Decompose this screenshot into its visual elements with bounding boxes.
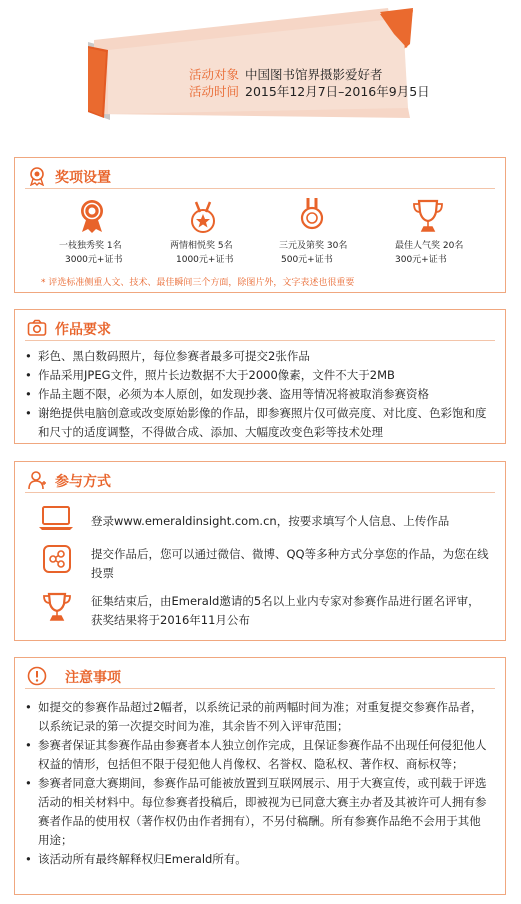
award-prize: 300元+证书 xyxy=(395,255,447,265)
time-label: 活动时间 xyxy=(189,84,240,99)
list-item: • 如提交的参赛作品超过2幅者，以系统记录的前两幅时间为准；对重复提交参赛作品者，以系统记录的第一次提交时间为准，其余皆不列入评审范围； xyxy=(25,698,491,736)
banner-ribbon-graphic xyxy=(88,8,413,120)
requirements-list xyxy=(25,347,491,442)
award-prize: 500元+证书 xyxy=(281,255,333,265)
notes-card xyxy=(14,657,506,895)
requirements-card xyxy=(14,309,506,444)
awards-header xyxy=(25,164,495,189)
award-name: 最佳人气奖 20名 xyxy=(395,241,464,251)
event-banner xyxy=(88,8,430,120)
list-item: • 谢绝提供电脑创意或改变原始影像的作品，即参赛照片仅可做亮度、对比度、色彩饱和度和尺寸的适度调整，不得做合成、添加、大幅度改变色彩等技术处理 xyxy=(25,404,491,442)
award-prize: 1000元+证书 xyxy=(176,255,234,265)
target-label: 活动对象 xyxy=(189,67,240,82)
camera-icon xyxy=(27,318,47,338)
awards-card xyxy=(14,157,506,293)
awards-note: * 评选标准侧重人文、技术、最佳瞬间三个方面，除图片外，文字表述也很重要 xyxy=(41,278,355,288)
awards-title: 奖项设置 xyxy=(55,170,111,186)
list-item: • 参赛者保证其参赛作品由参赛者本人独立创作完成，且保证参赛作品不出现任何侵犯他人权益的情形，包括但不限于侵犯他人肖像权、名誉权、隐私权、著作权、商标权等； xyxy=(25,736,491,774)
target-value: 中国图书馆界摄影爱好者 xyxy=(245,67,383,82)
notes-list xyxy=(25,698,491,869)
step-text: 提交作品后，您可以通过微信、微博、QQ等多种方式分享您的作品，为您在线投票 xyxy=(91,547,489,580)
award-name: 三元及第奖 30名 xyxy=(279,241,348,251)
participation-step-1 xyxy=(39,506,489,534)
notes-header xyxy=(25,664,495,689)
requirements-header xyxy=(25,316,495,341)
trophy-icon xyxy=(413,198,443,234)
person-icon xyxy=(27,470,47,490)
trophy-cup-icon xyxy=(42,592,72,622)
award-prize: 3000元+证书 xyxy=(65,255,123,265)
list-item: • 作品采用JPEG文件，照片长边数据不大于2000像素，文件不大于2MB xyxy=(25,366,491,385)
laptop-icon xyxy=(39,506,73,530)
star-medal-icon xyxy=(190,198,216,234)
award-name: 两情相悦奖 5名 xyxy=(170,241,233,251)
ribbon-medal-icon xyxy=(299,198,325,234)
target-row xyxy=(189,66,430,83)
notes-title: 注意事项 xyxy=(65,670,121,686)
awards-list xyxy=(27,198,493,266)
participation-step-2 xyxy=(39,545,489,585)
participation-card xyxy=(14,461,506,641)
list-item: • 该活动所有最终解释权归Emerald所有。 xyxy=(25,850,491,869)
share-icon xyxy=(43,545,71,573)
list-item: • 彩色、黑白数码照片，每位参赛者最多可提交2张作品 xyxy=(25,347,491,366)
step-text: 登录www.emeraldinsight.com.cn，按要求填写个人信息、上传作品 xyxy=(91,514,450,528)
time-row xyxy=(189,83,430,100)
participation-header xyxy=(25,468,495,493)
medal-icon xyxy=(79,198,105,234)
list-item: • 参赛者同意大赛期间，参赛作品可能被放置到互联网展示、用于大赛宣传，或刊载于评选活动的相关材料中。每位参赛者投稿后，即被视为已同意大赛主办者及其被许可人拥有参赛者作品的使用权（著作权仍由作者拥有），不另付稿酬。所有参赛作品绝不会用于其他用途； xyxy=(25,774,491,850)
time-value: 2015年12月7日–2016年9月5日 xyxy=(245,84,430,99)
list-item: • 作品主题不限，必须为本人原创，如发现抄袭、盗用等情况将被取消参赛资格 xyxy=(25,385,491,404)
participation-step-3 xyxy=(39,592,489,632)
info-icon xyxy=(27,666,47,686)
participation-title: 参与方式 xyxy=(55,474,111,490)
banner-text xyxy=(189,66,430,100)
step-text: 征集结束后，由Emerald邀请的5名以上业内专家对参赛作品进行匿名评审，获奖结果将于2016年11月公布 xyxy=(91,594,480,627)
requirements-title: 作品要求 xyxy=(55,322,111,338)
award-medal-icon xyxy=(27,166,47,186)
award-name: 一枝独秀奖 1名 xyxy=(59,241,122,251)
